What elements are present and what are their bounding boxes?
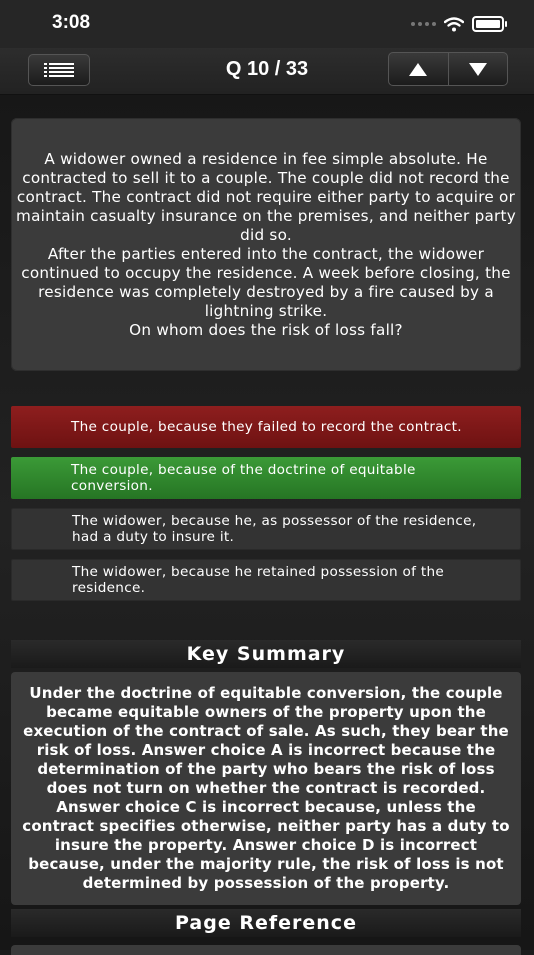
key-summary-heading: Key Summary [11,640,521,668]
key-summary-card [11,672,521,905]
answer-label: The couple, because of the doctrine of equitable conversion. [71,461,416,494]
question-text: A widower owned a residence in fee simple absolute. He contracted to sell it to a couple. The couple did not record the contract. The contract did not require either party to acquire or maintain casualty insurance on the premises, and neither party did so. After the parties entered into the contract, the widower continued to occupy the residence. A week before closing, the residence was completely destroyed by a fire caused by a lightning strike. On whom does the risk of loss fall? [16,149,516,339]
answer-choice-c[interactable] [11,508,521,550]
question-counter: Q 10 / 33 [225,58,309,80]
answer-choice-d[interactable] [11,559,521,601]
question-card [11,118,521,371]
status-bar [0,0,534,48]
main-content [0,95,534,950]
status-time: 3:08 [52,12,91,33]
answer-choice-b[interactable] [11,457,521,499]
status-icons [411,16,504,32]
wifi-icon [444,17,464,32]
signal-dots-icon [411,22,436,26]
answer-label: The couple, because they failed to record the contract. [71,418,462,435]
triangle-down-icon [469,63,487,76]
nav-bar [0,48,534,95]
answer-label: The widower, because he, as possessor of the residence, had a duty to insure it. [72,512,477,545]
answer-label: The widower, because he retained possession of the residence. [72,563,445,596]
battery-icon [472,16,504,32]
next-question-button[interactable] [448,53,508,85]
triangle-up-icon [409,63,427,76]
page-reference-card [11,945,521,955]
page-reference-heading: Page Reference [11,909,521,937]
key-summary-text: Under the doctrine of equitable conversion, the couple became equitable owners of the property upon the execution of the contract of sale. As such, they bear the risk of loss. Answer choice A is incorrect because the determination of the party who bears the risk of loss does not turn on whether the contract is recorded. Answer choice C is incorrect because, unless the contract specifies otherwise, neither party has a duty to insure the property. Answer choice D is incorrect because, under the majority rule, the risk of loss is not determined by possession of the property. [22,684,510,892]
previous-question-button[interactable] [389,53,448,85]
answer-choice-a[interactable] [11,406,521,448]
question-navigation [388,52,508,86]
